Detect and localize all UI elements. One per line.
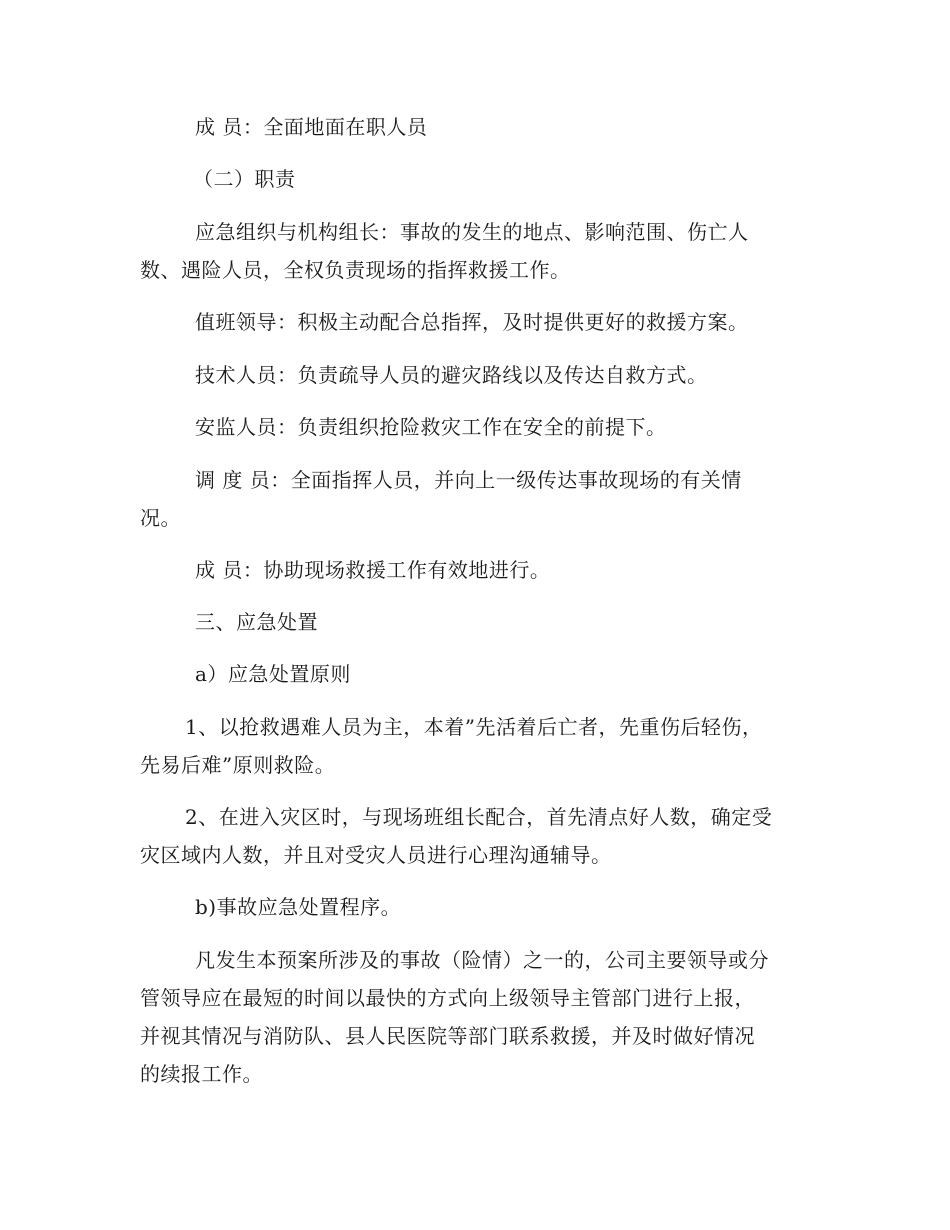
text-line-procedure-2: 管领导应在最短的时间以最快的方式向上级领导主管部门进行上报， <box>140 986 755 1010</box>
text-line-duty-leader: 值班领导：积极主动配合总指挥，及时提供更好的救援方案。 <box>195 310 749 334</box>
text-line-principle-2: 2、在进入灾区时，与现场班组长配合，首先清点好人数，确定受 <box>185 805 773 829</box>
text-line-technician: 技术人员：负责疏导人员的避灾路线以及传达自救方式。 <box>195 363 708 387</box>
text-line-leader-cont: 数、遇险人员，全权负责现场的指挥救援工作。 <box>140 258 571 282</box>
text-line-dispatcher: 调 度 员：全面指挥人员，并向上一级传达事故现场的有关情 <box>195 468 742 492</box>
text-line-procedure-4: 的续报工作。 <box>140 1062 263 1086</box>
text-line-member-2: 成 员：协助现场救援工作有效地进行。 <box>195 558 551 582</box>
text-line-procedure-1: 凡发生本预案所涉及的事故（险情）之一的，公司主要领导或分 <box>195 948 769 972</box>
subheading-procedure: b)事故应急处置程序。 <box>195 895 402 919</box>
section-heading-duties: （二）职责 <box>193 167 296 191</box>
text-line-safety: 安监人员：负责组织抢险救灾工作在安全的前提下。 <box>195 415 667 439</box>
text-line-principle-1: 1、以抢救遇难人员为主，本着”先活着后亡者，先重伤后轻伤， <box>185 715 763 739</box>
text-line-member-1: 成 员：全面地面在职人员 <box>195 115 428 139</box>
text-line-principle-1-cont: 先易后难”原则救险。 <box>140 753 336 777</box>
text-line-dispatcher-cont: 况。 <box>140 506 181 530</box>
text-line-principle-2-cont: 灾区域内人数，并且对受灾人员进行心理沟通辅导。 <box>140 843 612 867</box>
subheading-principles: a）应急处置原则 <box>195 662 351 686</box>
text-line-procedure-3: 并视其情况与消防队、县人民医院等部门联系救援，并及时做好情况 <box>140 1024 755 1048</box>
text-line-leader: 应急组织与机构组长：事故的发生的地点、影响范围、伤亡人 <box>195 220 749 244</box>
section-heading-response: 三、应急处置 <box>195 610 318 634</box>
